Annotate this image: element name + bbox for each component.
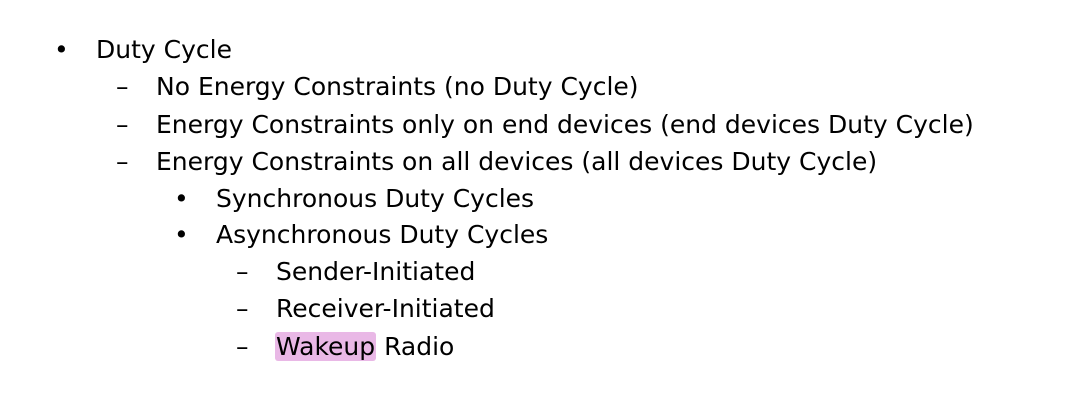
list-item-text: Energy Constraints on all devices (all devices Duty Cycle) bbox=[156, 147, 878, 176]
bullet-marker: • bbox=[54, 35, 69, 64]
dash-marker: – bbox=[116, 147, 129, 176]
list-item-text: Energy Constraints only on end devices (end devices Duty Cycle) bbox=[156, 110, 974, 139]
dash-marker: – bbox=[236, 257, 249, 286]
dash-marker: – bbox=[116, 72, 129, 101]
list-item-text: No Energy Constraints (no Duty Cycle) bbox=[156, 72, 639, 101]
dash-marker: – bbox=[116, 110, 129, 139]
bullet-marker: • bbox=[174, 184, 189, 213]
list-item-text: Sender-Initiated bbox=[276, 257, 476, 286]
dash-marker: – bbox=[236, 332, 249, 361]
list-item-text: Receiver-Initiated bbox=[276, 294, 495, 323]
list-item-text: Duty Cycle bbox=[96, 35, 232, 64]
list-item-text-rest: Radio bbox=[376, 332, 455, 361]
list-item-text: Synchronous Duty Cycles bbox=[216, 184, 535, 213]
dash-marker: – bbox=[236, 294, 249, 323]
highlighted-word: Wakeup bbox=[276, 332, 376, 361]
list-item-text bbox=[275, 329, 454, 365]
list-item-text: Asynchronous Duty Cycles bbox=[216, 220, 549, 249]
bullet-marker: • bbox=[174, 220, 189, 249]
